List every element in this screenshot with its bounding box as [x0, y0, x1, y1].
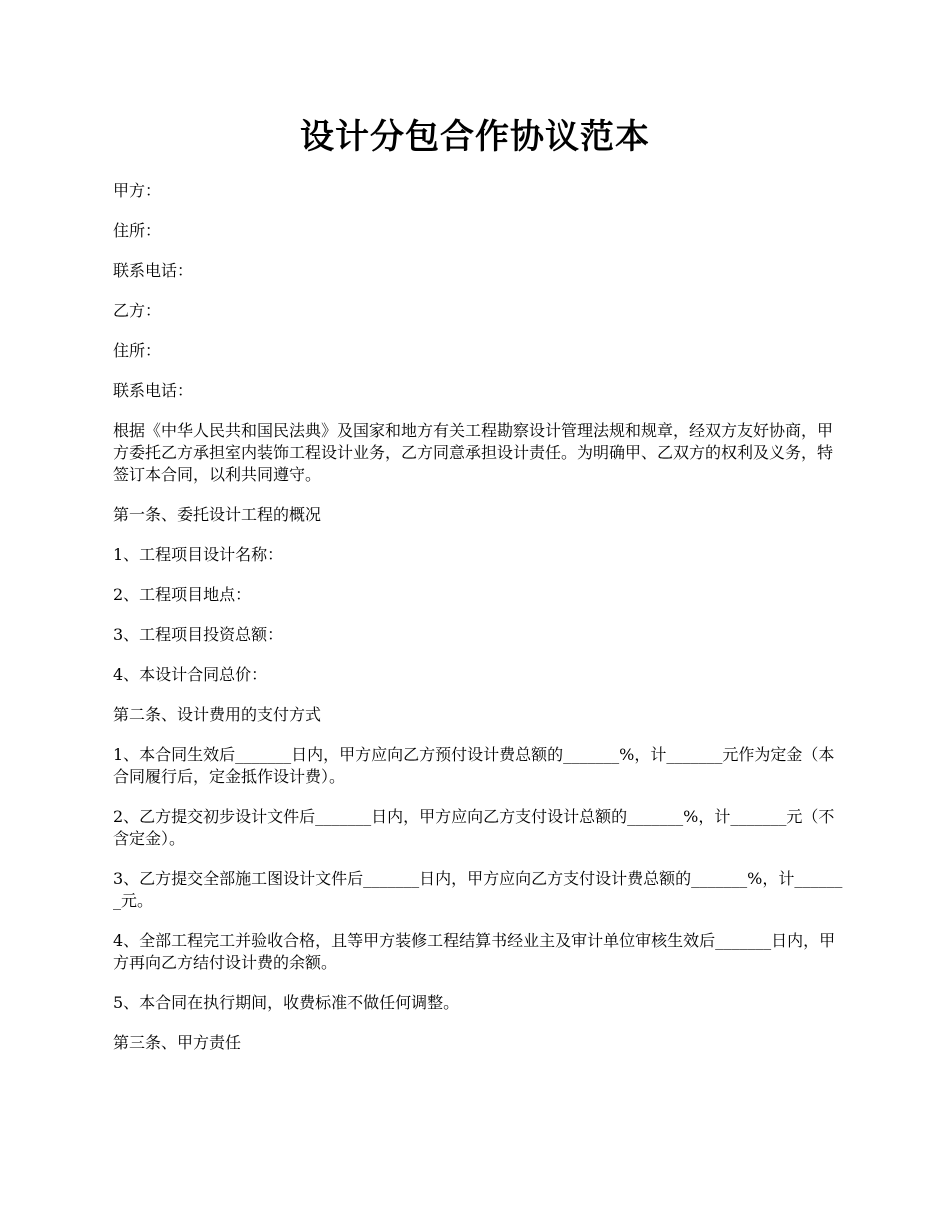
party-a-address: 住所：	[113, 221, 162, 240]
article-1-heading: 第一条、委托设计工程的概况	[113, 505, 322, 524]
article-1-item-2: 2、工程项目地点：	[113, 585, 252, 604]
article-3-heading: 第三条、甲方责任	[113, 1033, 242, 1052]
article-1-item-4: 4、本设计合同总价：	[113, 665, 268, 684]
article-2-item-5: 5、本合同在执行期间，收费标准不做任何调整。	[113, 993, 460, 1012]
article-2-item-2: 2、乙方提交初步设计文件后_______日内，甲方应向乙方支付设计总额的_______%，计_______元（不含定金）。	[113, 807, 835, 848]
party-a-phone: 联系电话：	[113, 261, 194, 280]
article-2-item-4: 4、全部工程完工并验收合格，且等甲方装修工程结算书经业主及审计单位审核生效后_______日内，甲方再向乙方结付设计费的余额。	[113, 931, 836, 972]
preamble-paragraph: 根据《中华人民共和国民法典》及国家和地方有关工程勘察设计管理法规和规章，经双方友好协商，甲方委托乙方承担室内装饰工程设计业务，乙方同意承担设计责任。为明确甲、乙双方的权利及义务，特签订本合同，以利共同遵守。	[113, 421, 834, 484]
article-1-item-3: 3、工程项目投资总额：	[113, 625, 284, 644]
article-2-item-1: 1、本合同生效后_______日内，甲方应向乙方预付设计费总额的_______%，计_______元作为定金（本合同履行后，定金抵作设计费）。	[113, 745, 835, 786]
article-2-heading: 第二条、设计费用的支付方式	[113, 705, 322, 724]
document-title: 设计分包合作协议范本	[300, 117, 650, 157]
document-body	[113, 180, 843, 1072]
article-1-item-1: 1、工程项目设计名称：	[113, 545, 284, 564]
party-b-label: 乙方：	[113, 301, 162, 320]
article-2-item-3: 3、乙方提交全部施工图设计文件后_______日内，甲方应向乙方支付设计费总额的_______%，计_______元。	[113, 869, 843, 910]
party-a-label: 甲方：	[113, 181, 162, 200]
party-b-address: 住所：	[113, 341, 162, 360]
party-b-phone: 联系电话：	[113, 381, 194, 400]
